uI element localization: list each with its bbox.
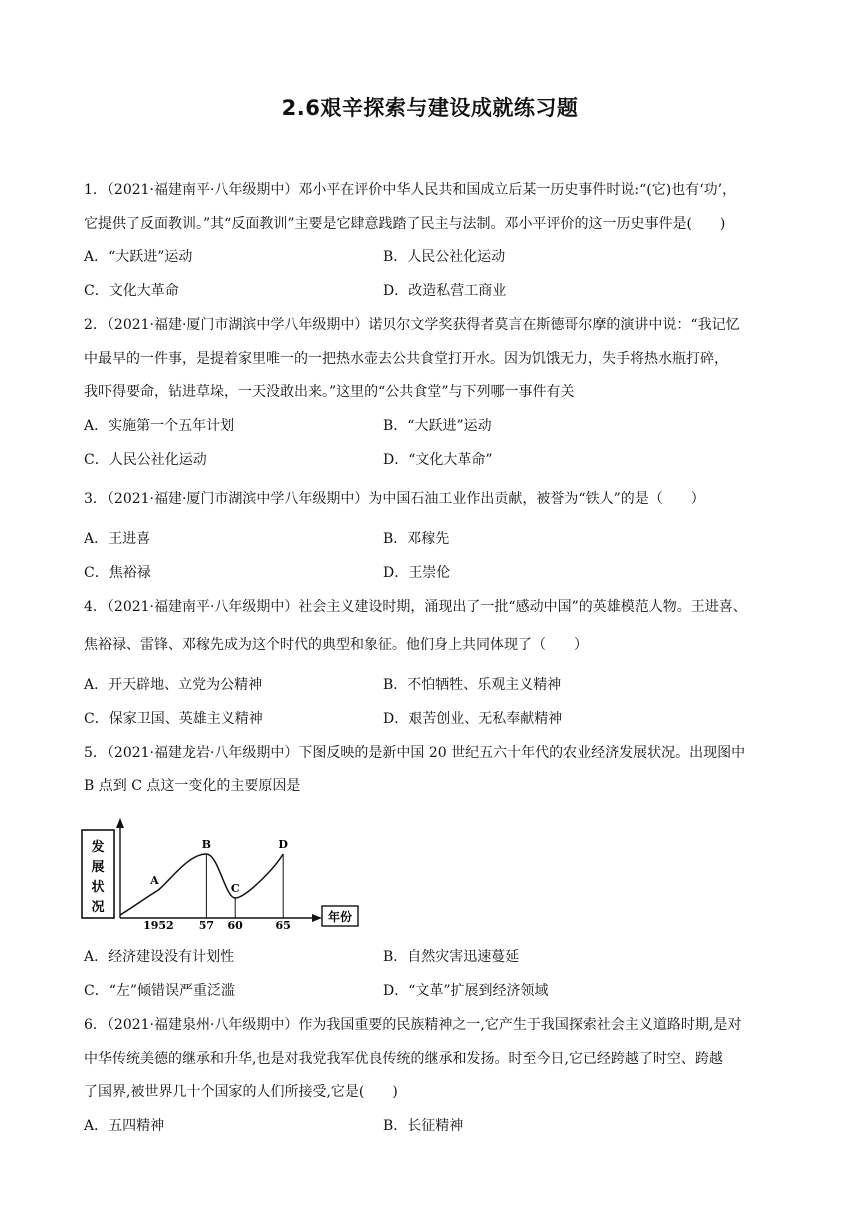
q5-option-b: B．自然灾害迅速蔓延 [383,949,520,965]
q3-option-d: D．王崇伦 [383,565,451,581]
point-label-a: A [150,874,159,887]
q4-stem-line-1: 4．（2021·福建南平·八年级期中）社会主义建设时期，涌现出了一批“感动中国”的英雄模范人物。王进喜、 [84,599,747,615]
q6-stem-line-1: 6．（2021·福建泉州·八年级期中）作为我国重要的民族精神之一,它产生于我国探索社会主义道路时期,是对 [84,1017,742,1033]
point-label-b: B [201,838,212,851]
x-tick-label: 60 [227,919,243,930]
q4-option-d: D．艰苦创业、无私奉献精神 [383,711,563,727]
q2-option-c: C．人民公社化运动 [84,452,207,468]
q5-option-d: D．“文革”扩展到经济领域 [383,983,549,999]
y-axis-arrow [116,818,124,828]
q3-option-a: A．王进喜 [84,531,151,547]
x-axis-arrow [312,914,322,922]
y-axis-label-char: 况 [91,900,105,915]
point-label-d: D [278,838,288,851]
q5-development-chart [80,818,370,930]
y-axis-label-char: 发 [91,840,105,855]
q4-option-a: A．开天辟地、立党为公精神 [84,677,263,693]
q4-option-c: C．保家卫国、英雄主义精神 [84,711,263,727]
q1-option-d: D．改造私营工商业 [383,283,507,299]
q4-option-b: B．不怕牺牲、乐观主义精神 [383,677,562,693]
q2-stem-line-1: 2．（2021·福建·厦门市湖滨中学八年级期中）诺贝尔文学奖获得者莫言在斯德哥尔摩的演讲中说：“我记忆 [84,317,740,333]
q1-stem-line-1: 1．（2021·福建南平·八年级期中）邓小平在评价中华人民共和国成立后某一历史事件时说:“(它)也有‘功’， [84,182,737,198]
y-axis-label-char: 状 [91,880,105,895]
q4-stem-line-2: 焦裕禄、雷锋、邓稼先成为这个时代的典型和象征。他们身上共同体现了（ ） [84,637,588,653]
y-axis-label-char: 展 [91,860,105,875]
q6-stem-line-2: 中华传统美德的继承和升华,也是对我党我军优良传统的继承和发扬。时至今日,它已经跨越了时空、跨越 [84,1051,723,1067]
q5-option-a: A．经济建设没有计划性 [84,949,235,965]
q5-stem-line-2: B 点到 C 点这一变化的主要原因是 [84,778,301,794]
q3-option-c: C．焦裕禄 [84,565,151,581]
page-title: 2.6艰辛探索与建设成就练习题 [281,96,579,120]
x-tick-label: 1952 [143,919,174,930]
q6-stem-line-3: 了国界,被世界几十个国家的人们所接受,它是( ) [84,1084,398,1100]
q1-option-c: C．文化大革命 [84,283,179,299]
q2-option-a: A．实施第一个五年计划 [84,418,235,434]
q2-option-b: B．“大跃进”运动 [383,418,492,434]
q3-option-b: B．邓稼先 [383,531,450,547]
x-tick-label: 65 [275,919,291,930]
q1-option-a: A．“大跃进”运动 [84,249,193,265]
q5-option-c: C．“左”倾错误严重泛滥 [84,983,236,999]
q1-option-b: B．人民公社化运动 [383,249,506,265]
development-curve [120,854,283,915]
q2-stem-line-2: 中最早的一件事，是提着家里唯一的一把热水壶去公共食堂打开水。因为饥饿无力，失手将热水瓶打碎， [84,351,728,367]
q3-stem-line-1: 3．（2021·福建·厦门市湖滨中学八年级期中）为中国石油工业作出贡献，被誉为“铁人”的是（ ） [84,491,705,507]
q6-option-b: B．长征精神 [383,1118,464,1134]
x-tick-label: 57 [198,919,215,930]
q1-stem-line-2: 它提供了反面教训。”其“反面教训”主要是它肆意践踏了民主与法制。邓小平评价的这一历史事件是( ) [84,216,726,232]
point-label-c: C [230,882,240,895]
q2-stem-line-3: 我吓得要命，钻进草垛，一天没敢出来。”这里的“公共食堂”与下列哪一事件有关 [84,384,575,400]
x-axis-label: 年份 [327,910,353,924]
q5-stem-line-1: 5．（2021·福建龙岩·八年级期中）下图反映的是新中国 20 世纪五六十年代的农业经济发展状况。出现图中 [84,745,746,761]
q6-option-a: A．五四精神 [84,1118,165,1134]
q2-option-d: D．“文化大革命” [383,452,493,468]
